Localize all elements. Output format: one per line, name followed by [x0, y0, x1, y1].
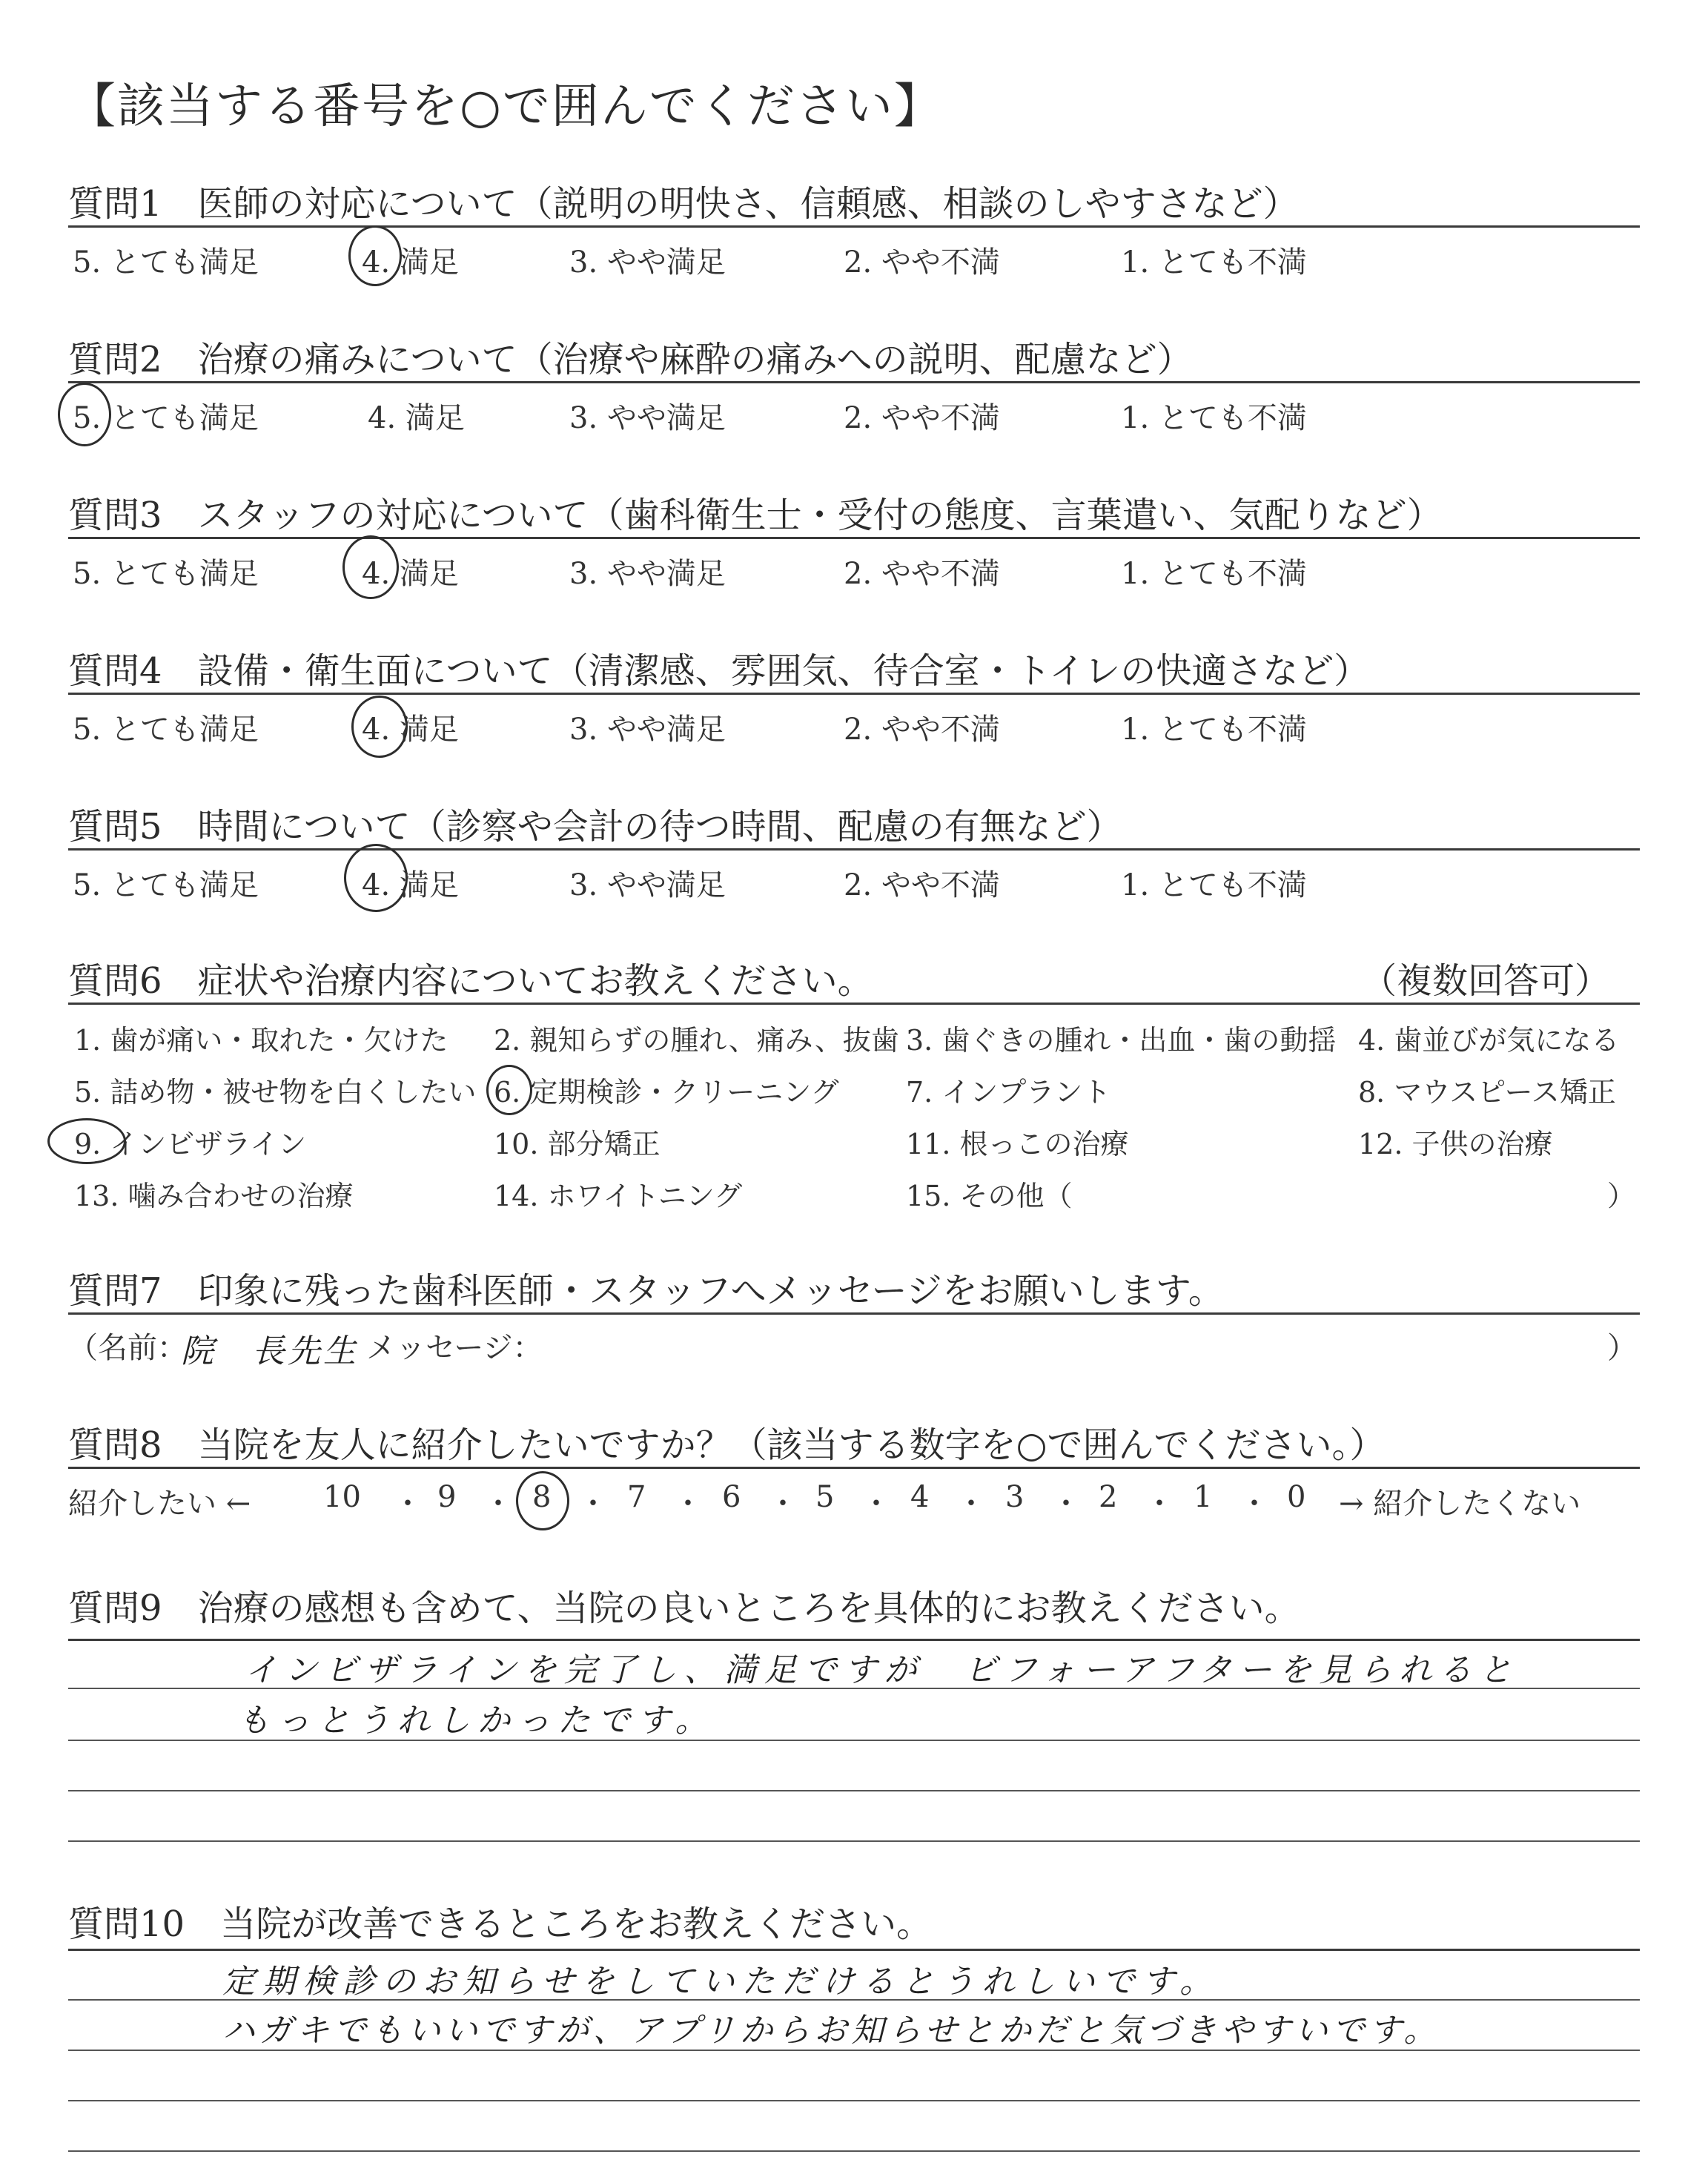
q8-sep: ・	[673, 1487, 703, 1521]
q7-name-handwritten[interactable]: 院 長先生	[181, 1332, 359, 1370]
q6-item-5[interactable]: 5. 詰め物・被せ物を白くしたい	[74, 1076, 477, 1109]
q6-other-close: ）	[1607, 1180, 1636, 1212]
q10-answer-line-1[interactable]: 定期検診のお知らせをしていただけるとうれしいです。	[222, 1963, 1220, 2001]
q8-sep: ・	[768, 1487, 798, 1521]
q2-option-4[interactable]: 4. 満足	[368, 401, 465, 435]
q5-selection-circle	[344, 844, 408, 912]
q4-rule	[68, 693, 1640, 695]
q8-sep: ・	[861, 1487, 891, 1521]
q6-item-6[interactable]: 6. 定期検診・クリーニング	[494, 1076, 839, 1109]
q2-selection-circle	[58, 383, 111, 446]
q6-item-9[interactable]: 9. インビザライン	[74, 1128, 307, 1160]
q6-item-15[interactable]: 15. その他（	[906, 1180, 1073, 1212]
q2-option-1[interactable]: 1. とても不満	[1121, 401, 1307, 435]
q8-scale-8[interactable]: 8	[532, 1480, 552, 1514]
q6-item-11[interactable]: 11. 根っこの治療	[906, 1128, 1129, 1160]
q1-selection-circle	[348, 225, 402, 286]
q8-scale-4[interactable]: 4	[910, 1480, 930, 1514]
q8-sep: ・	[1051, 1487, 1081, 1521]
q7-name-prefix: （名前：	[68, 1331, 187, 1365]
q5-heading	[68, 798, 1122, 849]
q2-option-3[interactable]: 3. やや満足	[569, 401, 726, 435]
q6-item-8[interactable]: 8. マウスピース矯正	[1358, 1076, 1616, 1109]
q2-text: 治療の痛みについて（治療や麻酔の痛みへの説明、配慮など）	[197, 339, 1193, 380]
q6-item-14[interactable]: 14. ホワイトニング	[494, 1180, 743, 1212]
q10-rule-5	[68, 2150, 1640, 2152]
form-title: 【該当する番号を○で囲んでください】	[68, 79, 943, 134]
q7-close: ）	[1607, 1331, 1637, 1365]
q10-text: 当院が改善できるところをお教えください。	[220, 1903, 933, 1945]
q2-option-2[interactable]: 2. やや不満	[844, 401, 1000, 435]
q4-option-1[interactable]: 1. とても不満	[1121, 713, 1307, 747]
q6-item-4[interactable]: 4. 歯並びが気になる	[1358, 1024, 1620, 1057]
q8-scale-7[interactable]: 7	[627, 1480, 646, 1514]
q8-right-label: → 紹介したくない	[1339, 1487, 1581, 1521]
q2-option-5[interactable]: 5. とても満足	[73, 401, 259, 435]
q1-label: 質問1	[68, 183, 162, 225]
q4-option-5[interactable]: 5. とても満足	[73, 713, 259, 747]
q9-rule-5	[68, 1840, 1640, 1842]
q10-rule-4	[68, 2100, 1640, 2101]
q3-label: 質問3	[68, 495, 162, 536]
q6-item-13[interactable]: 13. 噛み合わせの治療	[74, 1180, 354, 1212]
q4-heading	[68, 642, 1369, 693]
q1-option-2[interactable]: 2. やや不満	[844, 245, 1000, 280]
q6-item-3[interactable]: 3. 歯ぐきの腫れ・出血・歯の動揺	[906, 1024, 1337, 1057]
q10-heading	[68, 1895, 932, 1946]
q7-rule	[68, 1312, 1640, 1315]
q9-rule-4	[68, 1790, 1640, 1791]
q1-option-4[interactable]: 4. 満足	[362, 245, 459, 280]
q3-option-4[interactable]: 4. 満足	[362, 557, 459, 591]
q3-rule	[68, 537, 1640, 539]
q8-sep: ・	[1239, 1487, 1269, 1521]
q8-scale-10[interactable]: 10	[323, 1480, 361, 1514]
q6-text: 症状や治療内容についてお教えください。	[197, 960, 873, 1002]
q2-heading	[68, 331, 1193, 382]
q8-scale-2[interactable]: 2	[1099, 1480, 1118, 1514]
q4-text: 設備・衛生面について（清潔感、雰囲気、待合室・トイレの快適さなど）	[197, 650, 1370, 692]
q5-label: 質問5	[68, 806, 162, 848]
q6-item-2[interactable]: 2. 親知らずの腫れ、痛み、抜歯	[494, 1024, 899, 1057]
q10-answer-line-2[interactable]: ハガキでもいいですが、アプリからお知らせとかだと気づきやすいです。	[222, 2012, 1441, 2050]
q3-option-5[interactable]: 5. とても満足	[73, 557, 259, 591]
q4-option-2[interactable]: 2. やや不満	[844, 713, 1000, 747]
q8-scale-3[interactable]: 3	[1005, 1480, 1025, 1514]
q4-selection-circle	[351, 696, 408, 758]
q5-option-4[interactable]: 4. 満足	[362, 868, 459, 902]
q8-scale-0[interactable]: 0	[1287, 1480, 1306, 1514]
q8-scale-5[interactable]: 5	[815, 1480, 835, 1514]
q6-item-10[interactable]: 10. 部分矯正	[494, 1128, 661, 1160]
q8-selection-circle	[516, 1471, 569, 1530]
q8-sep: ・	[578, 1487, 608, 1521]
q3-option-1[interactable]: 1. とても不満	[1121, 557, 1307, 591]
q8-heading	[68, 1416, 1385, 1467]
q8-scale-1[interactable]: 1	[1194, 1480, 1213, 1514]
q9-answer-line-2[interactable]: もっとうれしかったです。	[237, 1702, 715, 1740]
q8-scale-9[interactable]: 9	[437, 1480, 457, 1514]
q5-option-3[interactable]: 3. やや満足	[569, 868, 726, 902]
q8-text: 当院を友人に紹介したいですか？（該当する数字を○で囲んでください。）	[197, 1424, 1386, 1466]
q7-message-prefix: メッセージ：	[366, 1331, 543, 1365]
q3-heading	[68, 486, 1443, 538]
q5-option-5[interactable]: 5. とても満足	[73, 868, 259, 902]
q4-label: 質問4	[68, 650, 162, 692]
q4-option-3[interactable]: 3. やや満足	[569, 713, 726, 747]
q6-item-6-selection-circle	[486, 1065, 532, 1115]
q6-item-9-selection-circle	[47, 1118, 126, 1164]
q6-heading	[68, 952, 873, 1003]
q10-label: 質問10	[68, 1903, 185, 1945]
q6-item-7[interactable]: 7. インプラント	[906, 1076, 1111, 1109]
q7-text: 印象に残った歯科医師・スタッフへメッセージをお願いします。	[197, 1270, 1224, 1312]
q3-option-3[interactable]: 3. やや満足	[569, 557, 726, 591]
q8-rule	[68, 1467, 1640, 1469]
q9-label: 質問9	[68, 1588, 162, 1629]
q9-text: 治療の感想も含めて、当院の良いところを具体的にお教えください。	[197, 1588, 1300, 1629]
q6-item-12[interactable]: 12. 子供の治療	[1358, 1128, 1553, 1160]
q2-label: 質問2	[68, 339, 162, 380]
q2-rule	[68, 381, 1640, 383]
q5-option-2[interactable]: 2. やや不満	[844, 868, 1000, 902]
q7-label: 質問7	[68, 1270, 162, 1312]
q3-text: スタッフの対応について（歯科衛生士・受付の態度、言葉遣い、気配りなど）	[197, 495, 1443, 536]
q9-rule-1	[68, 1639, 1640, 1641]
q3-selection-circle	[342, 535, 399, 599]
q10-rule-1	[68, 1949, 1640, 1951]
q1-heading	[68, 175, 1299, 226]
q6-label: 質問6	[68, 960, 162, 1002]
q1-text: 医師の対応について（説明の明快さ、信頼感、相談のしやすさなど）	[197, 183, 1299, 225]
q1-option-1[interactable]: 1. とても不満	[1121, 245, 1307, 280]
q8-sep: ・	[393, 1487, 423, 1521]
q1-option-5[interactable]: 5. とても満足	[73, 245, 259, 280]
q8-scale-6[interactable]: 6	[722, 1480, 741, 1514]
q9-heading	[68, 1579, 1300, 1631]
q8-sep: ・	[1145, 1487, 1174, 1521]
q5-rule	[68, 848, 1640, 851]
q8-sep: ・	[956, 1487, 986, 1521]
q1-option-3[interactable]: 3. やや満足	[569, 245, 726, 280]
q5-option-1[interactable]: 1. とても不満	[1121, 868, 1307, 902]
q7-heading	[68, 1262, 1224, 1313]
q9-answer-line-1[interactable]: インビザラインを完了し、満足ですが ビフォーアフターを見られると	[245, 1651, 1520, 1689]
q5-text: 時間について（診察や会計の待つ時間、配慮の有無など）	[197, 806, 1122, 848]
q1-rule	[68, 225, 1640, 228]
q6-item-1[interactable]: 1. 歯が痛い・取れた・欠けた	[74, 1024, 448, 1057]
q8-left-label: 紹介したい ←	[68, 1487, 251, 1521]
q4-option-4[interactable]: 4. 満足	[362, 713, 459, 747]
q6-rule	[68, 1003, 1640, 1005]
q8-sep: ・	[483, 1487, 513, 1521]
q8-label: 質問8	[68, 1424, 162, 1466]
q6-note: （複数回答可）	[1361, 960, 1611, 1002]
q3-option-2[interactable]: 2. やや不満	[844, 557, 1000, 591]
